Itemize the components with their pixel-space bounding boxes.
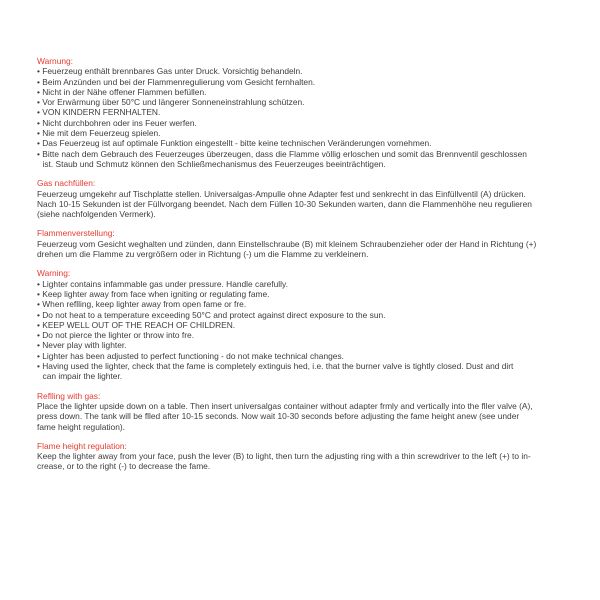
bullet-line: • Nicht in der Nähe offener Flammen befüllen. — [37, 86, 207, 97]
section-heading: Flammenverstellung: — [37, 228, 115, 239]
text-line: Keep the lighter away from your face, push the lever (B) to light, then turn the adjusting ring with a thin screwdriver to the left (+) to in- — [37, 451, 531, 462]
section-heading: Warnung: — [37, 56, 73, 66]
bullet-line: • Do not pierce the lighter or throw into fre. — [37, 330, 195, 341]
text-line: crease, or to the right (-) to decrease the fame. — [37, 461, 211, 472]
bullet-line: • VON KINDERN FERNHALTEN. — [37, 107, 161, 118]
bullet-line: • Vor Erwärmung über 50°C und längerer Sonneneinstrahlung schützen. — [37, 97, 305, 108]
continuation-line: ist. Staub und Schmutz können den Schließmechanismus des Feuerzeuges beeinträchtigen. — [42, 158, 386, 169]
text-line: Nach 10-15 Sekunden ist der Füllvorgang beendet. Nach dem Füllen 10-30 Sekunden warten, dann die Flammenhöhe neu regulieren — [37, 198, 532, 209]
section-refilling-with-gas — [37, 391, 572, 432]
bullet-line: • Nicht durchbohren oder ins Feuer werfen. — [37, 117, 197, 128]
text-line: Feuerzeug vom Gesicht weghalten und zünden, dann Einstellschraube (B) mit kleinem Schraubenzieher oder der Hand in Richtung (+) — [37, 238, 537, 249]
text-line: fame height regulation). — [37, 421, 125, 432]
section-warning-en — [37, 268, 572, 381]
bullet-line: • Das Feuerzeug ist auf optimale Funktion eingestellt - bitte keine technischen Veränderungen vornehmen. — [37, 138, 432, 149]
bullet-line: • Bitte nach dem Gebrauch des Feuerzeuges überzeugen, dass die Flamme völlig erloschen und somit das Brennventil geschlossen — [37, 148, 527, 159]
section-gas-nachfuellen — [37, 178, 572, 219]
section-flammenverstellung — [37, 228, 572, 259]
bullet-line: • Feuerzeug enthält brennbares Gas unter Druck. Vorsichtig behandeln. — [37, 66, 303, 77]
section-heading: Flame height regulation: — [37, 440, 127, 451]
section-heading: Reflling with gas: — [37, 390, 101, 401]
bullet-line: • Do not heat to a temperature exceeding 50°C and protect against direct exposure to the sun. — [37, 309, 386, 320]
continuation-line: can impair the lighter. — [42, 371, 123, 382]
bullet-line: • Nie mit dem Feuerzeug spielen. — [37, 128, 161, 139]
section-heading: Gas nachfüllen: — [37, 178, 96, 189]
text-line: Place the lighter upside down on a table. Then insert universalgas container without adapter frmly and vertically into the fller valve (A), — [37, 400, 533, 411]
section-flame-height-regulation — [37, 441, 572, 472]
section-heading: Warning: — [37, 268, 71, 279]
bullet-line: • Keep lighter away from face when igniting or regulating fame. — [37, 288, 270, 299]
bullet-line: • Beim Anzünden und bei der Flammenregulierung vom Gesicht fernhalten. — [37, 76, 316, 87]
bullet-line: • Lighter has been adjusted to perfect functioning - do not make technical changes. — [37, 350, 344, 361]
text-line: drehen um die Flamme zu vergrößern oder in Richtung (-) um die Flamme zu verkleinern. — [37, 249, 369, 260]
section-warnung-de — [37, 56, 572, 169]
text-line: (siehe nachfolgenden Vermerk). — [37, 209, 156, 220]
bullet-line: • Having used the lighter, check that the fame is completely extinguis hed, i.e. that the burner valve is tightly closed. Dust and dirt — [37, 361, 514, 372]
bullet-line: • When reflling, keep lighter away from open fame or fre. — [37, 299, 247, 310]
bullet-line: • Never play with lighter. — [37, 340, 127, 351]
bullet-line: • Lighter contains infammable gas under pressure. Handle carefully. — [37, 278, 288, 289]
text-line: Feuerzeug umgekehr auf Tischplatte stellen. Universalgas-Ampulle ohne Adapter fest und senkrecht in das Einfüllventil (A) drücken. — [37, 188, 526, 199]
text-line: press down. The tank will be flled after 10-15 seconds. Now wait 10-30 seconds before adjusting the fame height anew (see under — [37, 411, 520, 422]
bullet-line: • KEEP WELL OUT OF THE REACH OF CHILDREN. — [37, 319, 236, 330]
